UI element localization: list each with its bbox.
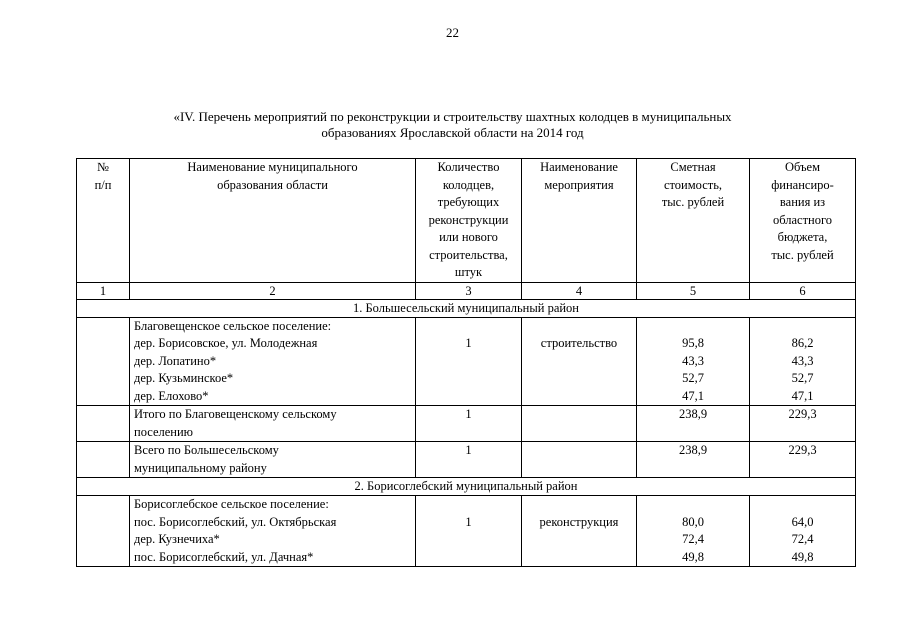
funding-cell: 229,3 — [750, 406, 856, 442]
row-number-cell — [77, 406, 130, 442]
well-count-cell: 1 — [416, 406, 522, 442]
header-cell-cost: Сметная стоимость, тыс. рублей — [637, 159, 750, 283]
heading-line-2: образованиях Ярославской области на 2014 год — [321, 125, 584, 140]
well-count-cell: 1 — [416, 442, 522, 478]
column-number: 4 — [522, 282, 637, 299]
column-number: 5 — [637, 282, 750, 299]
column-number: 2 — [130, 282, 416, 299]
funding-cell: 86,2 43,3 52,7 47,1 — [750, 317, 856, 406]
funding-cell: 64,0 72,4 49,8 — [750, 496, 856, 567]
activity-cell: строительство — [522, 317, 637, 406]
document-heading — [0, 109, 905, 141]
activity-cell — [522, 406, 637, 442]
table-row — [77, 317, 856, 406]
column-number: 1 — [77, 282, 130, 299]
table-header-row — [77, 159, 856, 283]
header-cell-activity: Наименование мероприятия — [522, 159, 637, 283]
settlement-name-cell: Борисоглебское сельское поселение: пос. Борисоглебский, ул. Октябрьская дер. Кузнечиха* пос. Борисоглебский, ул. Дачная* — [130, 496, 416, 567]
district-title: 2. Борисоглебский муниципальный район — [77, 478, 856, 496]
measures-table — [76, 158, 856, 567]
cost-cell: 238,9 — [637, 406, 750, 442]
column-number: 6 — [750, 282, 856, 299]
well-count-cell: 1 — [416, 317, 522, 406]
district-row — [77, 299, 856, 317]
subtotal-name-cell: Итого по Благовещенскому сельскому поселению — [130, 406, 416, 442]
cost-cell: 95,8 43,3 52,7 47,1 — [637, 317, 750, 406]
column-number: 3 — [416, 282, 522, 299]
settlement-name-cell: Благовещенское сельское поселение: дер. Борисовское, ул. Молодежная дер. Лопатино* дер. Кузьминское* дер. Елохово* — [130, 317, 416, 406]
cost-cell: 238,9 — [637, 442, 750, 478]
page-number: 22 — [446, 25, 459, 40]
row-number-cell — [77, 442, 130, 478]
activity-cell: реконструкция — [522, 496, 637, 567]
header-cell-number: № п/п — [77, 159, 130, 283]
total-row — [77, 442, 856, 478]
district-title: 1. Большесельский муниципальный район — [77, 299, 856, 317]
row-number-cell — [77, 496, 130, 567]
heading-line-1: «IV. Перечень мероприятий по реконструкции и строительству шахтных колодцев в муниципальных — [173, 109, 732, 124]
header-cell-well-count: Количество колодцев, требующих реконструкции или нового строительства, штук — [416, 159, 522, 283]
district-row — [77, 478, 856, 496]
cost-cell: 80,0 72,4 49,8 — [637, 496, 750, 567]
subtotal-row — [77, 406, 856, 442]
header-cell-municipality: Наименование муниципального образования области — [130, 159, 416, 283]
well-count-cell: 1 — [416, 496, 522, 567]
funding-cell: 229,3 — [750, 442, 856, 478]
header-cell-funding: Объем финансиро- вания из областного бюджета, тыс. рублей — [750, 159, 856, 283]
column-number-row — [77, 282, 856, 299]
table-row — [77, 496, 856, 567]
total-name-cell: Всего по Большесельскому муниципальному району — [130, 442, 416, 478]
activity-cell — [522, 442, 637, 478]
row-number-cell — [77, 317, 130, 406]
